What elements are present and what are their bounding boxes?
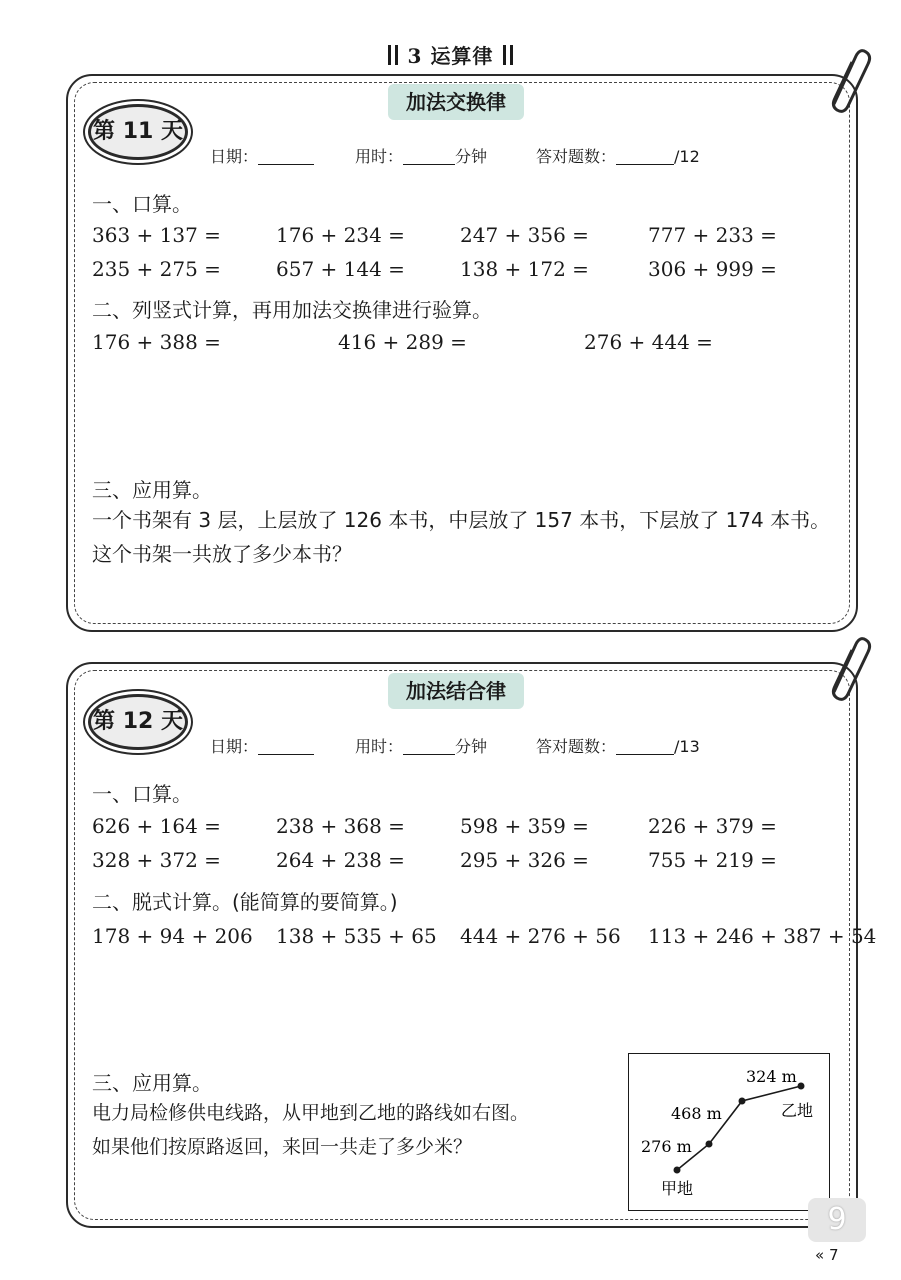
time-unit: 分钟	[455, 737, 488, 756]
time-unit: 分钟	[455, 147, 488, 166]
topic-label: 加法结合律	[388, 673, 524, 709]
stepwise-expression: 113 + 246 + 387 + 54	[648, 924, 877, 948]
score-blank[interactable]	[616, 738, 674, 755]
date-field[interactable]	[210, 734, 314, 757]
stepwise-expression: 178 + 94 + 206	[92, 924, 253, 948]
chapter-header	[0, 40, 901, 69]
oral-expression: 176 + 234 =	[276, 223, 405, 247]
chapter-bar-right	[503, 45, 506, 65]
day-badge: 第 11 天	[88, 104, 188, 160]
vertical-expression: 416 + 289 =	[338, 330, 467, 354]
date-label: 日期：	[210, 737, 259, 756]
score-label: 答对题数：	[536, 737, 617, 756]
score-total: /13	[674, 737, 700, 756]
route-diagram-svg	[629, 1054, 828, 1209]
paperclip-icon	[820, 634, 872, 704]
problem-line: 一个书架有 3 层，上层放了 126 本书，中层放了 157 本书，下层放了 174 本书。	[92, 508, 831, 532]
score-label: 答对题数：	[536, 147, 617, 166]
paperclip-icon	[820, 46, 872, 116]
chapter-bar-left	[388, 45, 391, 65]
route-point	[706, 1141, 713, 1148]
page-number-badge: 9	[808, 1198, 866, 1242]
date-field[interactable]	[210, 144, 314, 167]
start-label: 甲地	[661, 1179, 694, 1198]
oral-expression: 598 + 359 =	[460, 814, 589, 838]
chapter-bar-left-2	[395, 45, 398, 65]
date-blank[interactable]	[258, 738, 314, 755]
section-heading: 一、口算。	[92, 782, 192, 806]
section-heading: 一、口算。	[92, 192, 192, 216]
oral-expression: 247 + 356 =	[460, 223, 589, 247]
oral-expression: 363 + 137 =	[92, 223, 221, 247]
section-heading: 二、脱式计算。(能简算的要简算。)	[92, 890, 398, 914]
segment-label: 276 m	[641, 1137, 692, 1156]
score-blank[interactable]	[616, 148, 674, 165]
oral-expression: 306 + 999 =	[648, 257, 777, 281]
score-total: /12	[674, 147, 700, 166]
route-point	[739, 1098, 746, 1105]
section-heading: 三、应用算。	[92, 478, 212, 502]
time-label: 用时：	[355, 147, 404, 166]
chapter-title: 运算律	[430, 44, 494, 68]
route-point-start	[674, 1167, 681, 1174]
section-heading: 二、列竖式计算，再用加法交换律进行验算。	[92, 298, 492, 322]
oral-expression: 755 + 219 =	[648, 848, 777, 872]
stepwise-expression: 138 + 535 + 65	[276, 924, 437, 948]
segment-label: 324 m	[746, 1067, 797, 1086]
time-blank[interactable]	[403, 738, 455, 755]
stepwise-expression: 444 + 276 + 56	[460, 924, 621, 948]
route-line	[677, 1086, 801, 1170]
vertical-expression: 276 + 444 =	[584, 330, 713, 354]
day-badge: 第 12 天	[88, 694, 188, 750]
section-heading: 三、应用算。	[92, 1071, 212, 1095]
oral-expression: 138 + 172 =	[460, 257, 589, 281]
segment-label: 468 m	[671, 1104, 722, 1123]
oral-expression: 777 + 233 =	[648, 223, 777, 247]
chapter-number: 3	[407, 44, 423, 68]
time-field[interactable]	[355, 144, 487, 167]
page-footer: « 7	[815, 1246, 839, 1264]
oral-expression: 226 + 379 =	[648, 814, 777, 838]
score-field[interactable]	[536, 734, 700, 757]
time-label: 用时：	[355, 737, 404, 756]
route-diagram	[628, 1053, 830, 1211]
score-field[interactable]	[536, 144, 700, 167]
chapter-bar-right-2	[510, 45, 513, 65]
problem-line: 如果他们按原路返回，来回一共走了多少米？	[92, 1136, 473, 1158]
oral-expression: 238 + 368 =	[276, 814, 405, 838]
end-label: 乙地	[781, 1101, 814, 1120]
oral-expression: 626 + 164 =	[92, 814, 221, 838]
oral-expression: 264 + 238 =	[276, 848, 405, 872]
oral-expression: 295 + 326 =	[460, 848, 589, 872]
time-blank[interactable]	[403, 148, 455, 165]
date-blank[interactable]	[258, 148, 314, 165]
date-label: 日期：	[210, 147, 259, 166]
oral-expression: 328 + 372 =	[92, 848, 221, 872]
time-field[interactable]	[355, 734, 487, 757]
oral-expression: 235 + 275 =	[92, 257, 221, 281]
vertical-expression: 176 + 388 =	[92, 330, 221, 354]
route-point-end	[798, 1083, 805, 1090]
oral-expression: 657 + 144 =	[276, 257, 405, 281]
topic-label: 加法交换律	[388, 84, 524, 120]
problem-line: 这个书架一共放了多少本书？	[92, 542, 352, 566]
problem-line: 电力局检修供电线路，从甲地到乙地的路线如右图。	[92, 1102, 530, 1124]
